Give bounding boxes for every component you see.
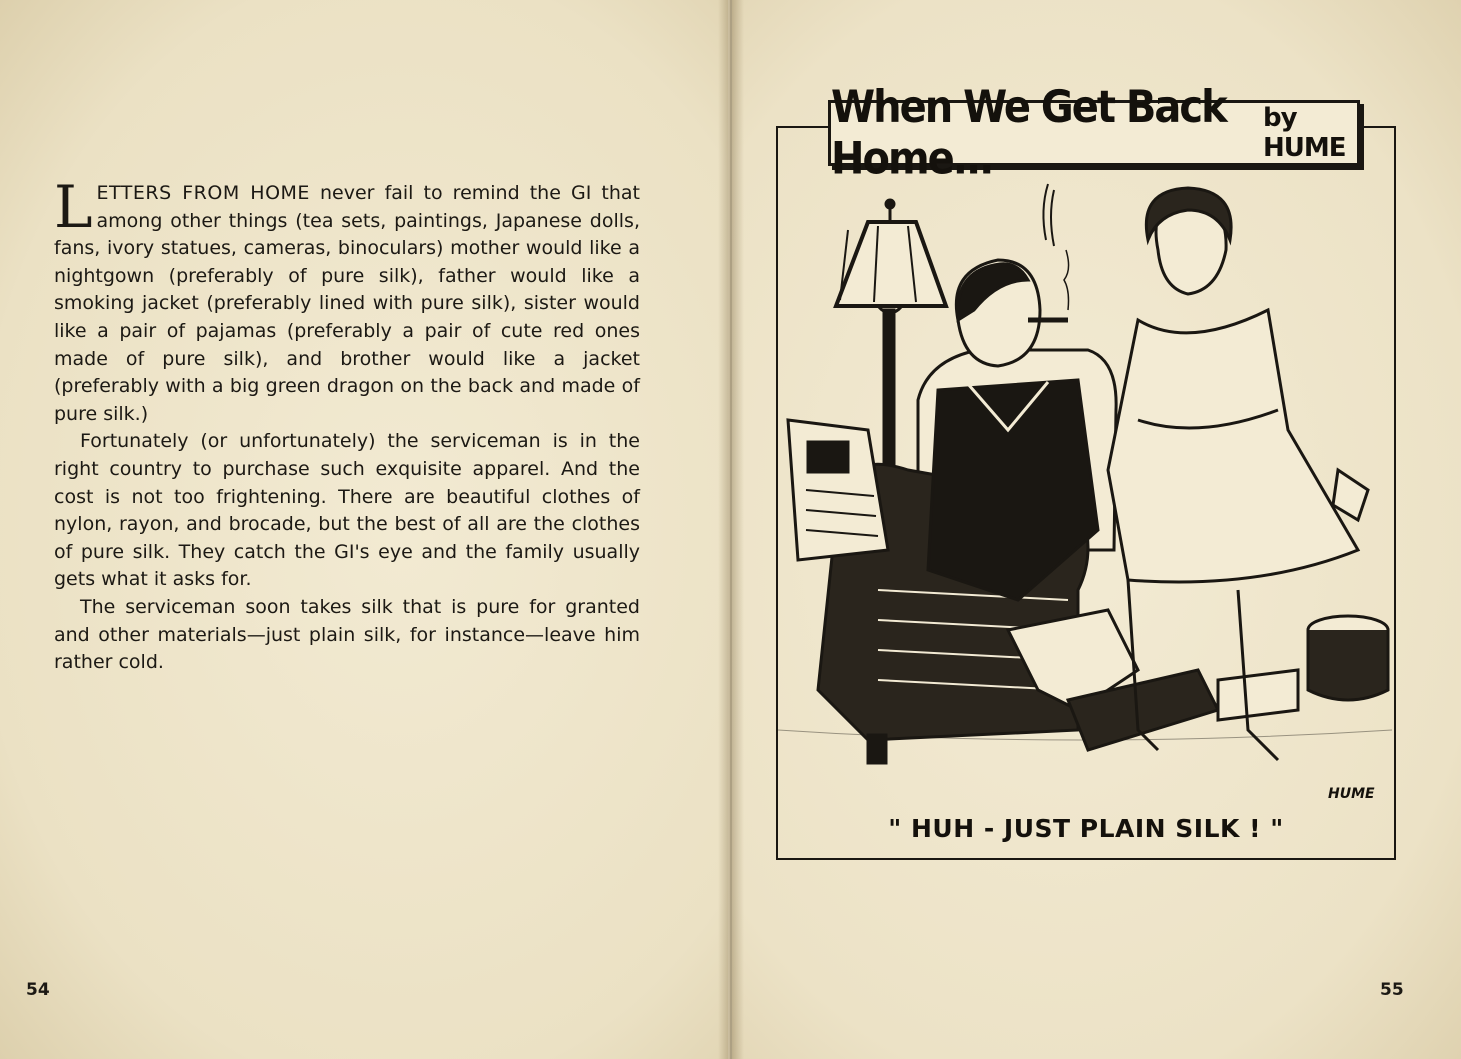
newspaper [788, 420, 888, 560]
left-page [0, 0, 728, 1059]
paragraph-1-text: never fail to remind the GI that among other things (tea sets, paintings, Japanese dolls, fans, ivory statues, cameras, binoculars) mother would like a nightgown (preferably of pure silk), father would like a smoking jacket (preferably lined with pure silk), sister would like a pair of pajamas (preferably a pair of cute red ones made of pure silk), and brother would like a jacket (preferably with a big green dragon on the back and made of pure silk.) [54, 182, 640, 425]
right-page [732, 0, 1461, 1059]
artist-signature: HUME [1328, 786, 1375, 802]
cartoon-illustration [778, 170, 1392, 790]
lead-in-text: ETTERS FROM HOME [96, 182, 310, 204]
page-number-right: 55 [1380, 980, 1404, 1000]
paragraph-1 [54, 173, 640, 428]
page-number-left: 54 [26, 980, 50, 1000]
cartoon-title-panel [828, 81, 1360, 185]
cartoon-title: When We Get Back Home... [831, 81, 1226, 185]
drop-cap: L [54, 173, 93, 241]
cartoon-caption: " HUH - JUST PLAIN SILK ! " [888, 814, 1284, 843]
paragraph-2: Fortunately (or unfortunately) the serviceman is in the right country to purchase such exquisite apparel. And the cost is not too frightening. There are beautiful clothes of nylon, rayon, and brocade, but the best of all are the clothes of pure silk. They catch the GI's eye and the family usually gets what it asks for. [54, 430, 640, 591]
cartoon-byline: by HUME [1263, 103, 1346, 163]
book-gutter [718, 0, 744, 1059]
body-text [54, 173, 640, 677]
seated-man [928, 250, 1098, 600]
paragraph-3: The serviceman soon takes silk that is pure for granted and other materials—just plain silk, for instance—leave him rather cold. [54, 595, 640, 674]
